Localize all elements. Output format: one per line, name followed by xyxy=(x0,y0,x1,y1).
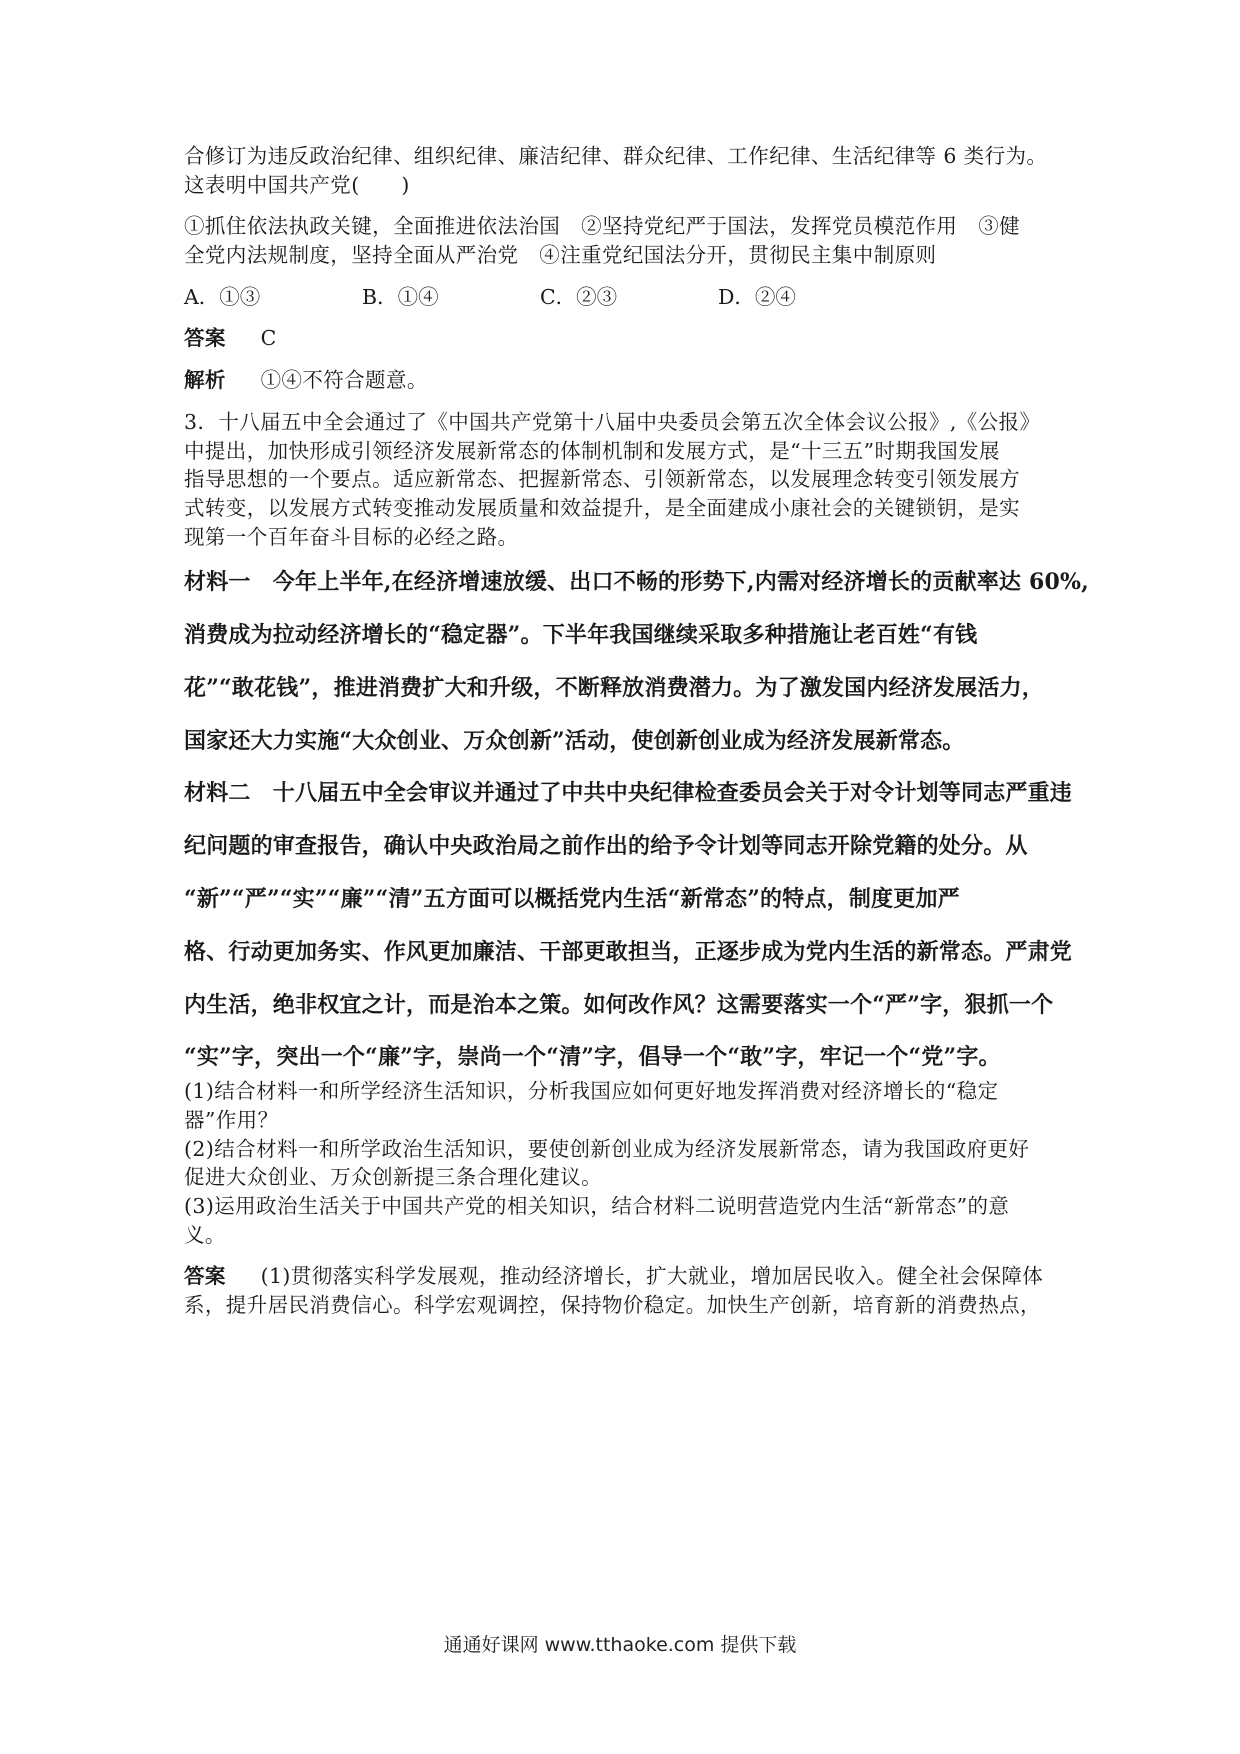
material-one xyxy=(184,567,1089,756)
answer-label: 答案 xyxy=(184,1264,226,1289)
material-line: 材料二 十八届五中全会审议并通过了中共中央纪律检查委员会关于对令计划等同志严重违 xyxy=(184,780,1073,807)
stem-line: 式转变，以发展方式转变推动发展质量和效益提升，是全面建成小康社会的关键锁钥，是实 xyxy=(184,495,1020,520)
sub-question-line: 器”作用？ xyxy=(184,1107,279,1132)
material-line: 国家还大力实施“大众创业、万众创新”活动，使创新创业成为经济发展新常态。 xyxy=(184,727,965,754)
material-line: “实”字，突出一个“廉”字，崇尚一个“清”字，倡导一个“敢”字，牢记一个“党”字。 xyxy=(184,1044,1001,1071)
answer-section xyxy=(184,1262,1064,1319)
stem-line: 现第一个百年奋斗目标的必经之路。 xyxy=(184,524,519,549)
stem-line: 指导思想的一个要点。适应新常态、把握新常态、引领新常态，以发展理念转变引领发展方 xyxy=(184,467,1020,492)
question-2-continuation xyxy=(184,142,1064,395)
document-body xyxy=(184,142,1089,1320)
sub-question-line: (1)结合材料一和所学经济生活知识，分析我国应如何更好地发挥消费对经济增长的“稳定 xyxy=(184,1079,999,1104)
option-b: B．①④ xyxy=(362,284,439,309)
material-two xyxy=(184,778,1073,1073)
option-d: D．②④ xyxy=(718,284,796,309)
answer-line xyxy=(184,324,1064,353)
material-line: 内生活，绝非权宜之计，而是治本之策。如何改作风？这需要落实一个“严”字，狠抓一个 xyxy=(184,991,1054,1018)
stem-line: 合修订为违反政治纪律、组织纪律、廉洁纪律、群众纪律、工作纪律、生活纪律等 6 类行为。 xyxy=(184,144,1048,168)
analysis-line xyxy=(184,366,1064,395)
question-3 xyxy=(184,408,1089,1320)
choice-statement-line: 全党内法规制度，坚持全面从严治党 ④注重党纪国法分开，贯彻民主集中制原则 xyxy=(184,243,937,268)
page-footer: 通通好课网 www.tthaoke.com 提供下载 xyxy=(443,1634,797,1656)
analysis-label: 解析 xyxy=(184,368,226,393)
material-line: “新”“严”“实”“廉”“清”五方面可以概括党内生活“新常态”的特点，制度更加严 xyxy=(184,886,960,913)
answer-line xyxy=(184,1262,1064,1291)
option-a: A．①③ xyxy=(184,284,261,309)
answer-options xyxy=(184,283,1064,312)
analysis-value: ①④不符合题意。 xyxy=(260,368,428,393)
sub-question-line: (2)结合材料一和所学政治生活知识，要使创新创业成为经济发展新常态，请为我国政府更好 xyxy=(184,1136,1030,1161)
answer-text: (1)贯彻落实科学发展观，推动经济增长，扩大就业，增加居民收入。健全社会保障体 xyxy=(260,1264,1044,1289)
answer-value: C xyxy=(260,326,277,351)
choice-statement-line: ①抓住依法执政关键，全面推进依法治国 ②坚持党纪严于国法，发挥党员模范作用 ③健 xyxy=(184,214,1020,239)
option-c: C．②③ xyxy=(540,284,618,309)
sub-question-line: 义。 xyxy=(184,1222,226,1247)
material-line: 消费成为拉动经济增长的“稳定器”。下半年我国继续采取多种措施让老百姓“有钱 xyxy=(184,622,978,649)
material-line: 纪问题的审查报告，确认中央政治局之前作出的给予令计划等同志开除党籍的处分。从 xyxy=(184,833,1028,860)
material-line: 格、行动更加务实、作风更加廉洁、干部更敢担当，正逐步成为党内生活的新常态。严肃党 xyxy=(184,938,1073,965)
stem-line: 中提出，加快形成引领经济发展新常态的体制机制和发展方式，是“十三五”时期我国发展 xyxy=(184,438,1000,463)
stem-line: 3．十八届五中全会通过了《中国共产党第十八届中央委员会第五次全体会议公报》,《公报》 xyxy=(184,409,1041,434)
material-line: 材料一 今年上半年,在经济增速放缓、出口不畅的形势下,内需对经济增长的贡献率达 60%, xyxy=(184,569,1089,596)
answer-line: 系，提升居民消费信心。科学宏观调控，保持物价稳定。加快生产创新，培育新的消费热点， xyxy=(184,1293,1041,1318)
sub-questions xyxy=(184,1077,1064,1249)
sub-question-line: 促进大众创业、万众创新提三条合理化建议。 xyxy=(184,1165,602,1190)
material-line: 花”“敢花钱”，推进消费扩大和升级，不断释放消费潜力。为了激发国内经济发展活力， xyxy=(184,674,1044,701)
sub-question-line: (3)运用政治生活关于中国共产党的相关知识，结合材料二说明营造党内生活“新常态”的意 xyxy=(184,1193,1010,1218)
answer-label: 答案 xyxy=(184,326,226,351)
stem-line: 这表明中国共产党( ) xyxy=(184,172,410,197)
